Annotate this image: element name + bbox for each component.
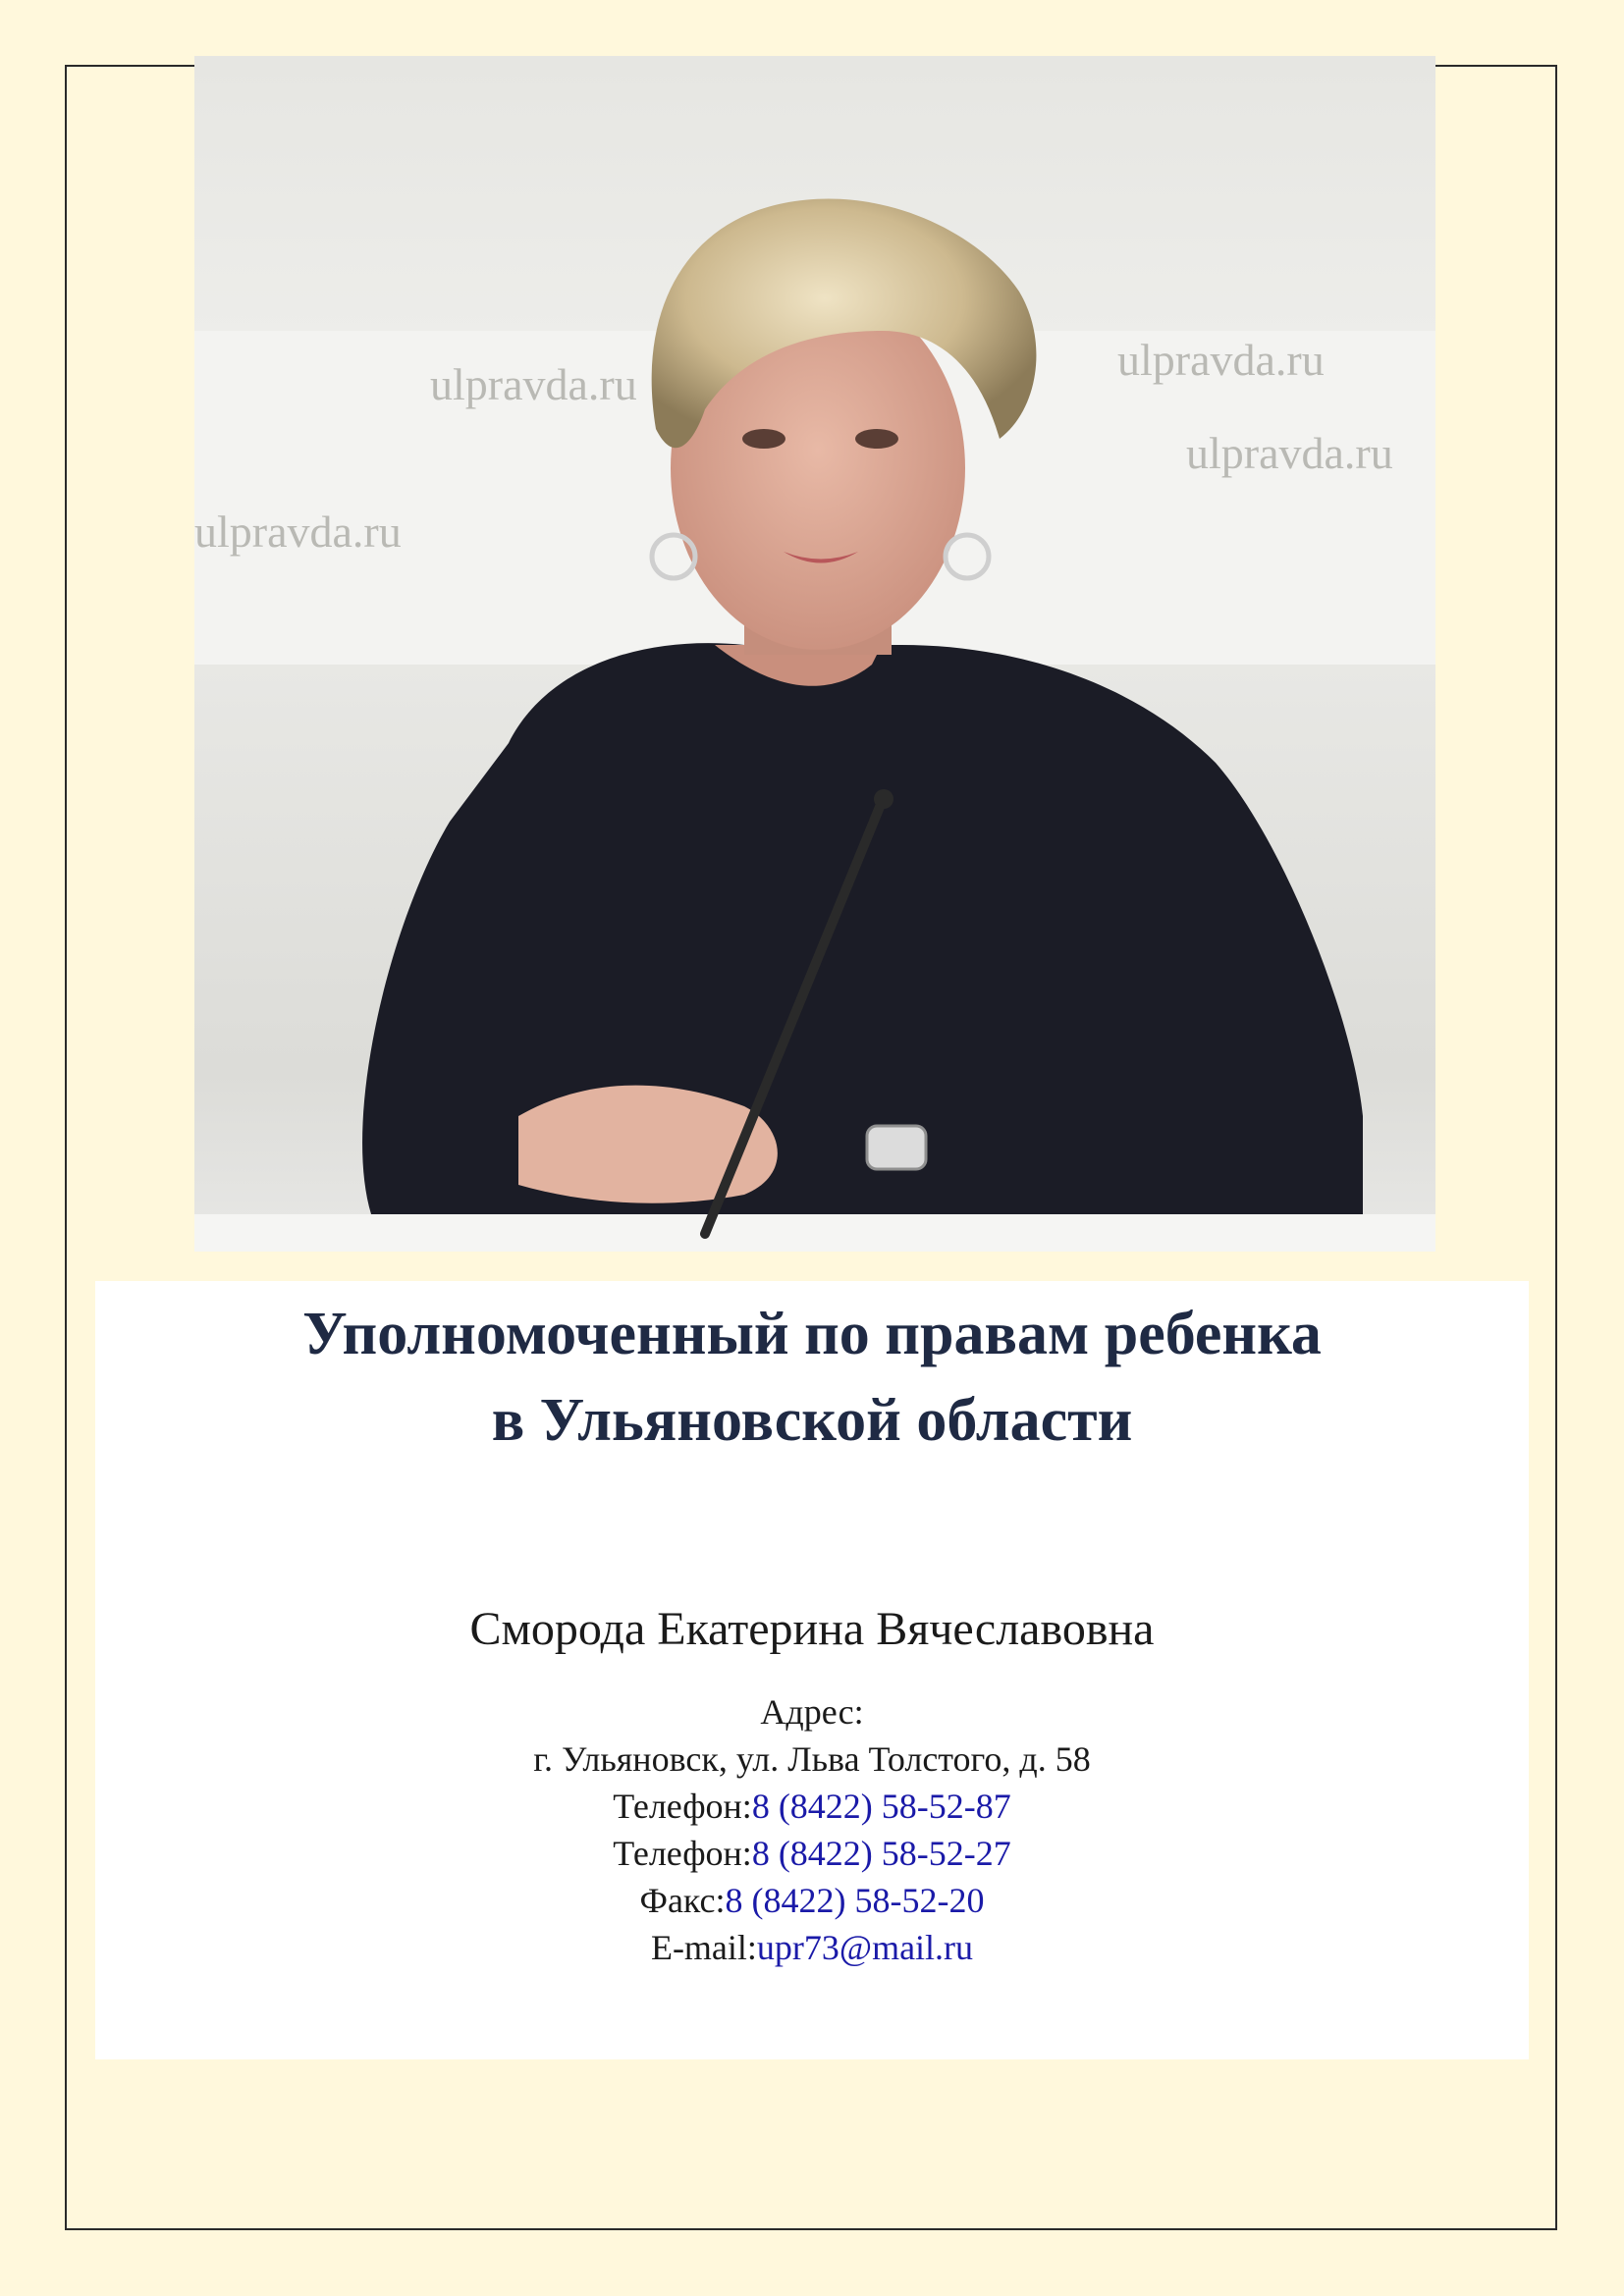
portrait-photo	[194, 56, 1435, 1252]
phone-1-line	[0, 1783, 1624, 1830]
svg-text:ulpravda.ru: ulpravda.ru	[1117, 335, 1325, 385]
title-line-2: в Ульяновской области	[491, 1387, 1133, 1454]
email-link[interactable]: upr73@mail.ru	[756, 1928, 974, 1967]
fax-line	[0, 1877, 1624, 1924]
svg-text:ulpravda.ru: ulpravda.ru	[1186, 428, 1393, 478]
address-value: г. Ульяновск, ул. Льва Толстого, д. 58	[533, 1739, 1091, 1779]
page-title	[0, 1291, 1624, 1464]
phone-2-label: Телефон:	[613, 1834, 752, 1873]
fax-label: Факс:	[639, 1881, 726, 1920]
svg-text:ulpravda.ru: ulpravda.ru	[194, 507, 402, 557]
person-name: Сморода Екатерина Вячеславовна	[469, 1603, 1155, 1655]
fax-value[interactable]: 8 (8422) 58-52-20	[725, 1881, 985, 1920]
svg-text:ulpravda.ru: ulpravda.ru	[430, 359, 637, 409]
email-label: E-mail:	[650, 1928, 757, 1967]
phone-2-line	[0, 1830, 1624, 1877]
email-line	[0, 1924, 1624, 1971]
phone-1-value[interactable]: 8 (8422) 58-52-87	[751, 1787, 1011, 1826]
contact-block	[0, 1688, 1624, 1971]
phone-2-value[interactable]: 8 (8422) 58-52-27	[751, 1834, 1011, 1873]
title-line-1: Уполномоченный по правам ребенка	[302, 1301, 1322, 1367]
address-label: Адрес:	[760, 1692, 864, 1732]
phone-1-label: Телефон:	[613, 1787, 752, 1826]
